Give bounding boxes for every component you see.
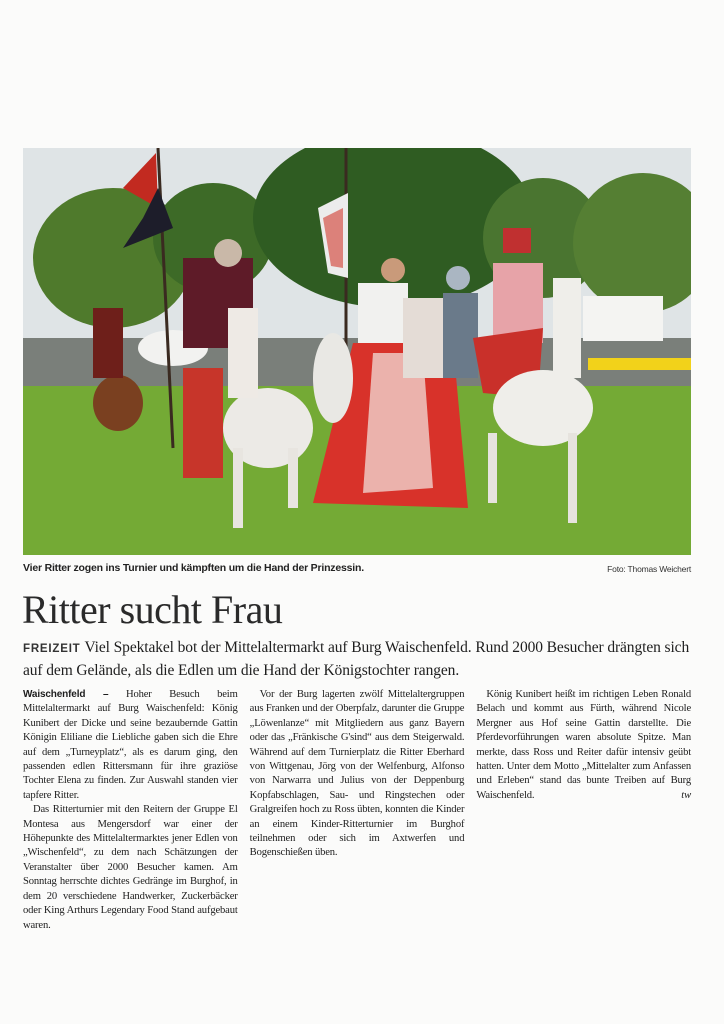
dateline: Waischenfeld –	[23, 689, 109, 700]
photo-credit: Foto: Thomas Weichert	[607, 564, 691, 574]
paragraph-2: Das Ritterturnier mit den Reitern der Gruppe El Montesa aus Mengersdorf war einer der Höhepunkte des Mittelaltermarktes jener Edlen von „Wischenfeld“, zu dem nach Schätzungen der Veranstalter über 2000 Besucher kamen. Am Sonntag herrschte dichtes Gedränge im Burghof, in dem 20 verschiedene Handwerker, Zuckerbäcker oder King Arthurs Legendary Food Stand aufgebaut waren.	[23, 804, 238, 931]
article-photo	[23, 148, 691, 555]
lead-paragraph	[23, 637, 691, 681]
photo-caption: Vier Ritter zogen ins Turnier und kämpften um die Hand der Prinzessin.	[23, 562, 364, 574]
lead-text: Viel Spektakel bot der Mittelaltermarkt auf Burg Waischenfeld. Rund 2000 Besucher drängten sich auf dem Gelände, als die Edlen um die Hand der Königstochter rangen.	[23, 639, 690, 679]
section-kicker: FREIZEIT	[23, 643, 81, 655]
headline: Ritter sucht Frau	[22, 587, 283, 632]
paragraph-3: Vor der Burg lagerten zwölf Mittelaltergruppen aus Franken und der Oberpfalz, darunter die Gruppe „Löwenlanze“ mit Mitgliedern aus ganz Bayern oder das „Fränkische G'sind“ aus dem Steigerwald. Während auf dem Turnierplatz die Ritter Eberhard von Wittgenau, Jörg von der Welfenburg, Alfonso von Narwarra und Julius von der Deppenburg Kopfabschlagen, Sau- und Ringstechen oder Gralgreifen hoch zu Ross übten, konnten die Kinder an einem Kinder-Ritterturnier im Burghof teilnehmen oder sich im Axtwerfen und Bogenschießen üben.	[249, 689, 465, 859]
author-signature: tw	[681, 789, 692, 801]
knights-on-horseback-photo	[23, 148, 691, 555]
article-column-3	[476, 688, 691, 880]
paragraph-1: Waischenfeld – Hoher Besuch beim Mittelaltermarkt auf Burg Waischenfeld: König Kunibert der Dicke und seine bezaubernde Gattin Königin Eliliane die Liebliche gaben sich die Ehre auf dem „Turneyplatz“, als es darum ging, den passenden edlen Rittersmann für ihre graziöse Tochter Elena zu finden. Zur Auswahl standen vier tapfere Ritter.	[23, 689, 238, 801]
article-body	[23, 688, 692, 931]
article-column-1	[23, 688, 238, 931]
paragraph-4: König Kunibert heißt im richtigen Leben Ronald Belach und kommt aus Fürth, während Nicole Mergner aus Hof seine Gattin darstellte. Die Pferdevorführungen waren absolute Spitze. Man merkte, dass Ross und Reiter dafür intensiv geübt hatten. Unter dem Motto „Mittelalter zum Anfassen und Erleben“ stand das bunte Treiben auf Burg Waischenfeld. tw	[476, 688, 691, 803]
article-column-2	[250, 688, 465, 880]
